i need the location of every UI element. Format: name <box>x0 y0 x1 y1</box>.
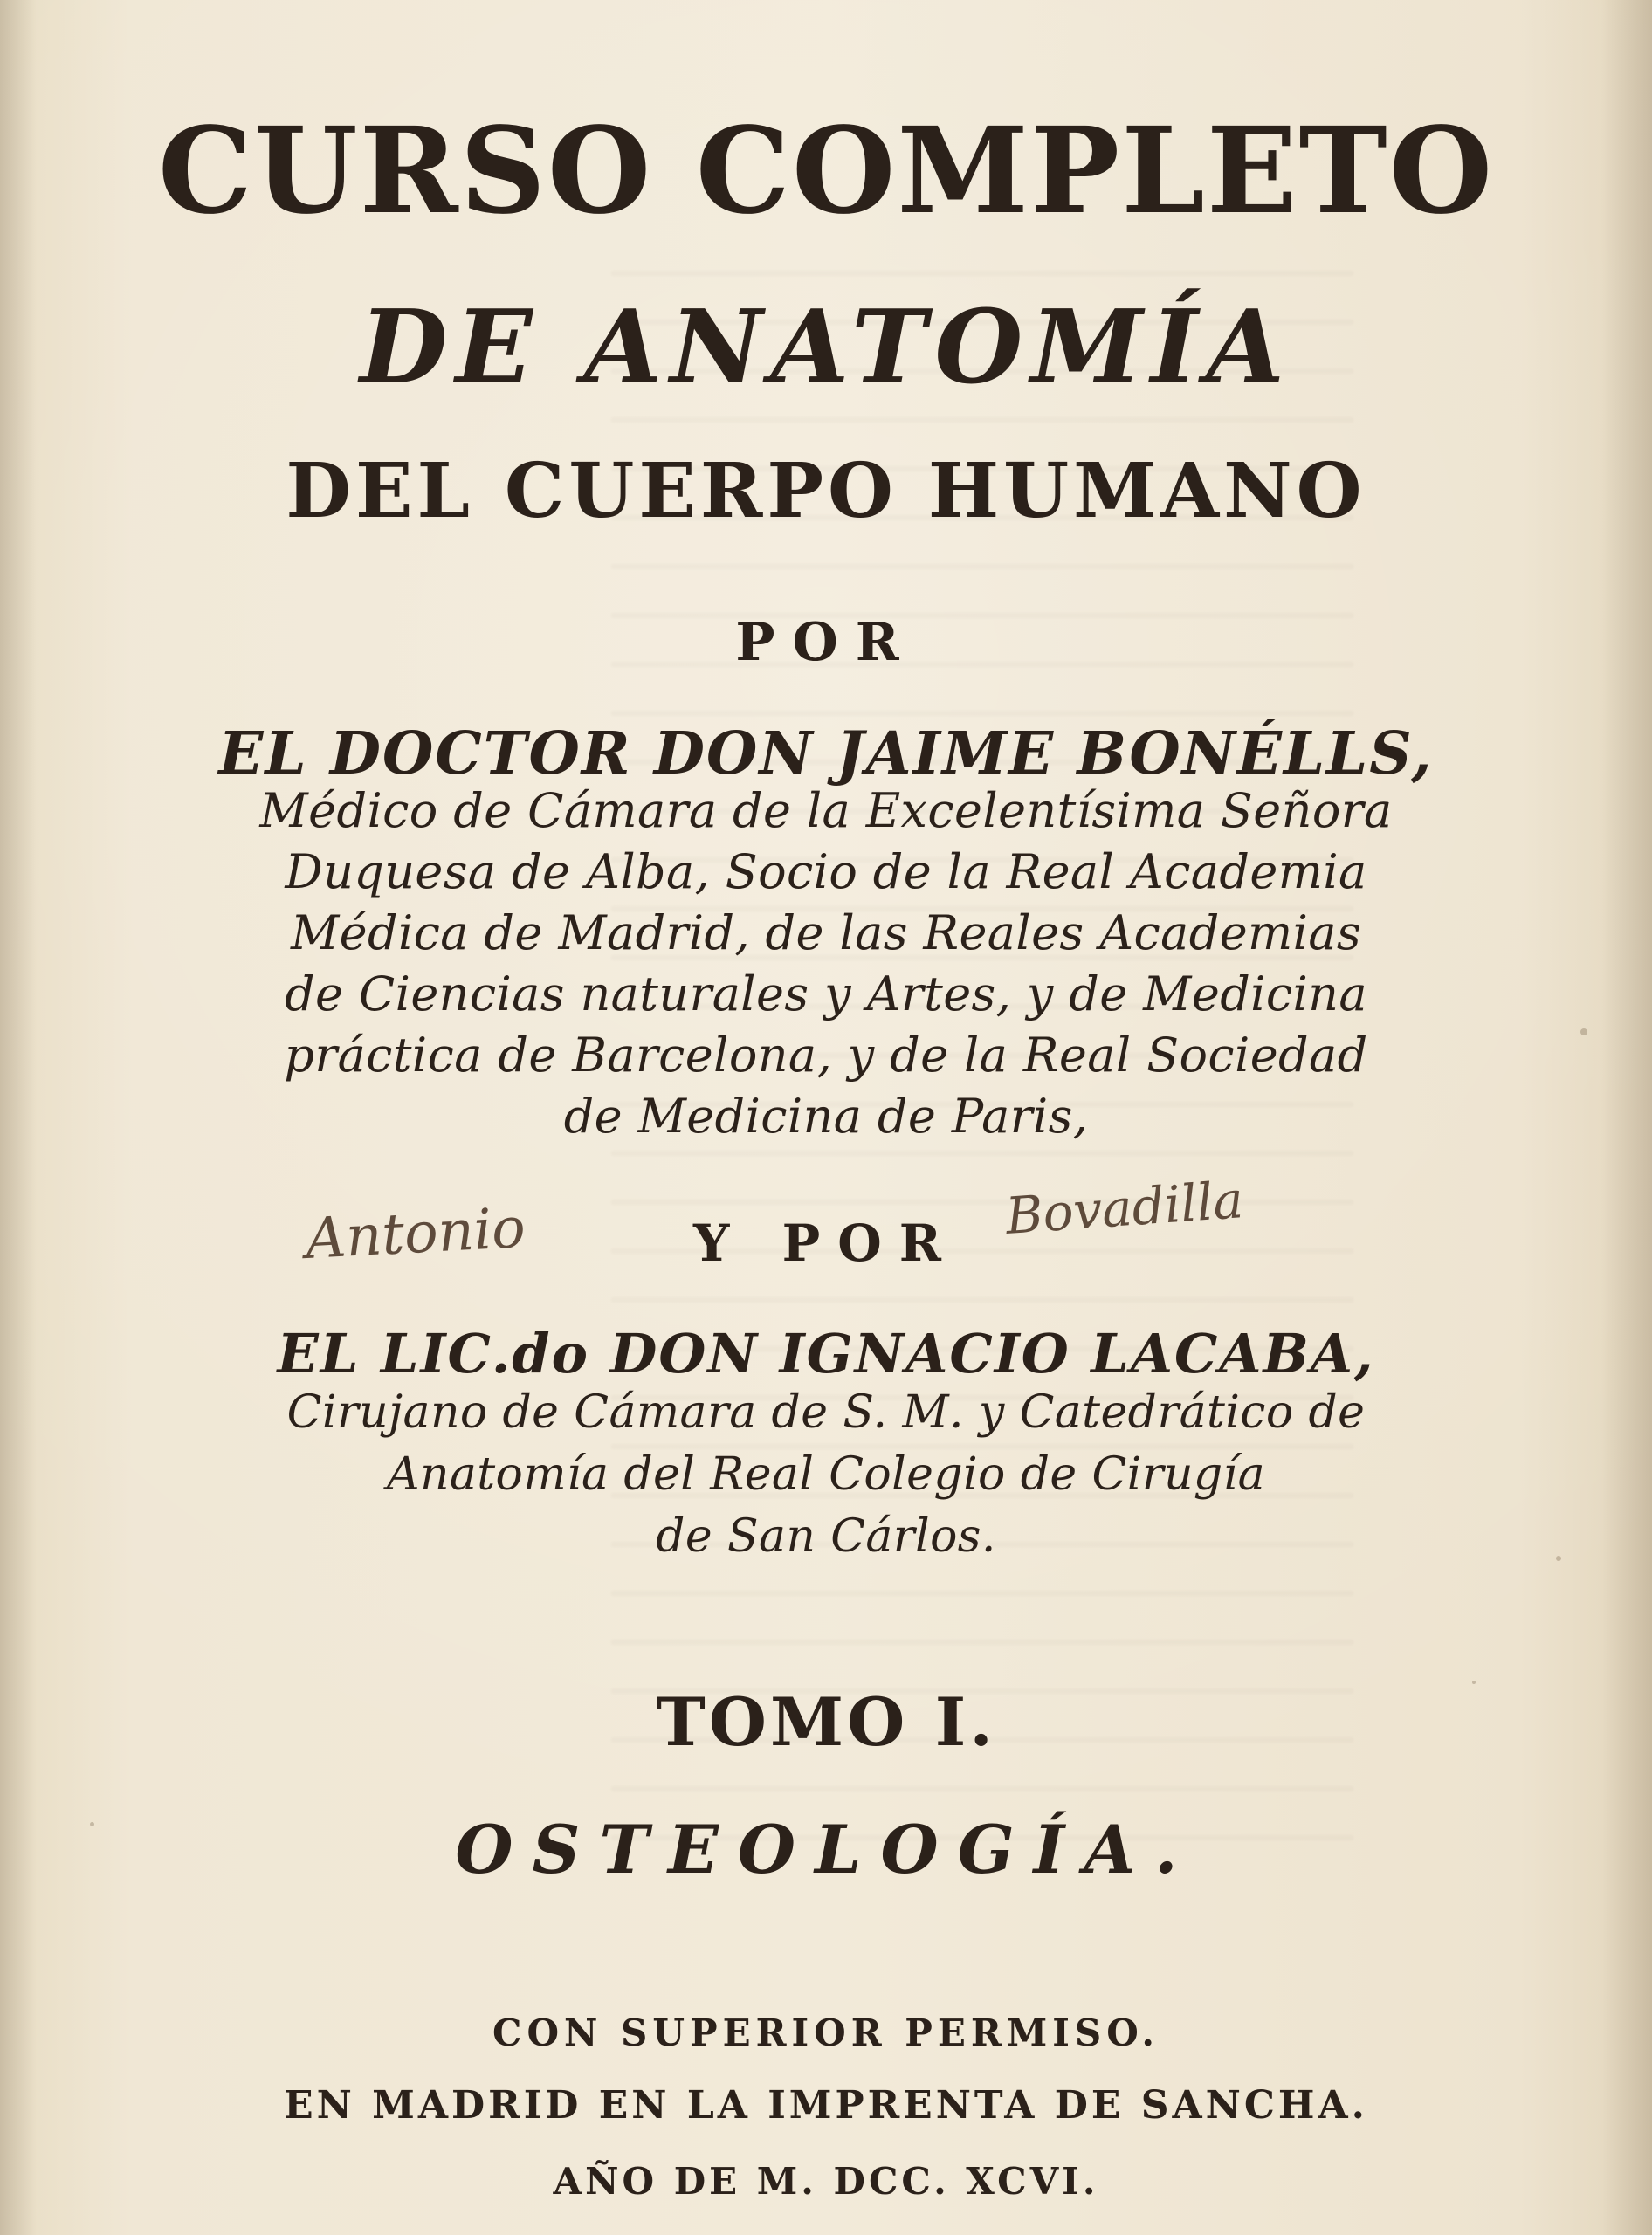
author-1-credential-line: Duquesa de Alba, Socio de la Real Academia <box>285 844 1367 899</box>
author-1-credential-line: de Medicina de Paris, <box>563 1089 1089 1144</box>
author-1-name: EL DOCTOR DON JAIME BONÉLLS, <box>218 719 1434 787</box>
imprint-line-2: EN MADRID EN LA IMPRENTA DE SANCHA. <box>284 2083 1368 2128</box>
por-label: POR <box>735 612 917 673</box>
title-line-3: DEL CUERPO HUMANO <box>286 447 1366 535</box>
imprint-line-1: CON SUPERIOR PERMISO. <box>492 2012 1160 2054</box>
author-1-credential-line: Médico de Cámara de la Excelentísima Señora <box>259 783 1393 838</box>
volume-label: TOMO I. <box>656 1683 996 1761</box>
subject-title: OSTEOLOGÍA. <box>455 1811 1197 1888</box>
handwritten-note-left: Antonio <box>304 1195 527 1272</box>
handwritten-note-right: Bovadilla <box>1003 1170 1245 1246</box>
title-line-1: CURSO COMPLETO <box>157 101 1495 241</box>
author-1-credential-line: Médica de Madrid, de las Reales Academias <box>290 905 1362 960</box>
author-2-credential-line: Cirujano de Cámara de S. M. y Catedrático de <box>286 1386 1366 1439</box>
author-1-credential-line: de Ciencias naturales y Artes, y de Medicina <box>285 966 1367 1021</box>
author-2-name: EL LIC.do DON IGNACIO LACABA, <box>277 1322 1375 1386</box>
title-line-2: DE ANATOMÍA <box>359 288 1293 407</box>
author-2-credential-line: Anatomía del Real Colegio de Cirugía <box>387 1448 1265 1501</box>
author-2-credential-line: de San Cárlos. <box>656 1510 996 1563</box>
y-por-label: Y POR <box>693 1214 959 1273</box>
author-1-credential-line: práctica de Barcelona, y de la Real Sociedad <box>284 1028 1368 1083</box>
ink-spot <box>1472 1681 1476 1684</box>
imprint-line-3: AÑO DE M. DCC. XCVI. <box>553 2160 1099 2203</box>
